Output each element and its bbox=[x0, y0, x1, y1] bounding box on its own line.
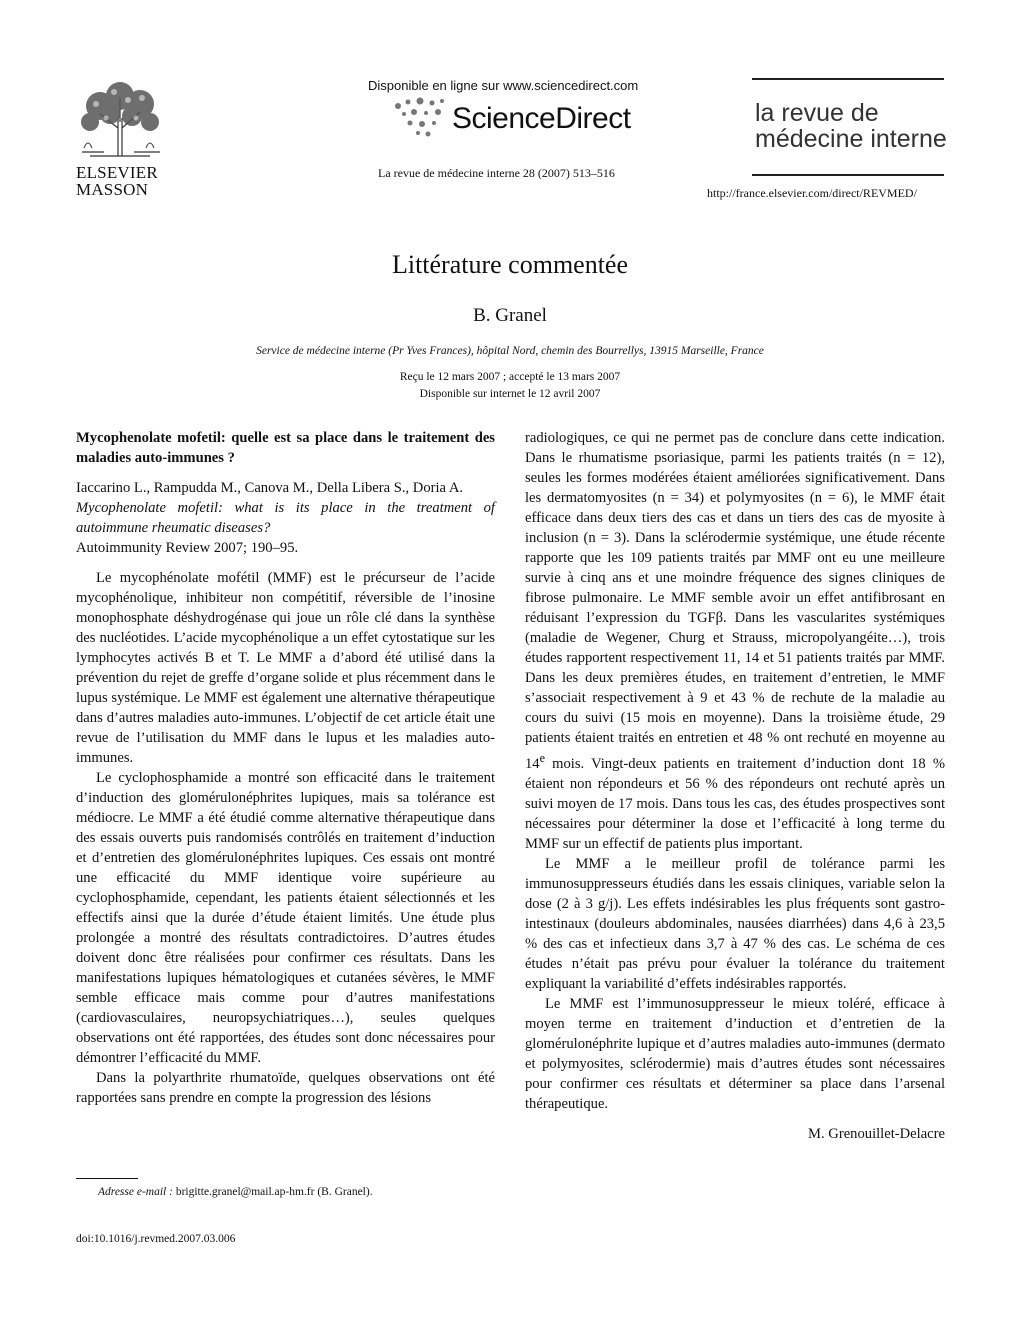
body-paragraph: Le MMF est l’immunosuppresseur le mieux toléré, efficace à moyen terme en traitement d’induction et d’entretien de la glomérulonéphrite lupique et d’autres maladies auto-immunes (dermato et polymyosites, sclérodermie) mais d’autres études sont nécessaires pour confirmer ces résultats et déterminer sa place dans l’arsenal thérapeutique. bbox=[525, 995, 945, 1112]
email-footnote bbox=[98, 1186, 373, 1198]
footnote-label: Adresse e-mail : bbox=[98, 1186, 173, 1198]
body-paragraph: radiologiques, ce qui ne permet pas de conclure dans cette indication. Dans le rhumatisme psoriasique, parmi les patients traités (n = 12), seules les formes modérées étaient améliorées significativement. Dans les dermatomyosites (n = 34) et polymyosites (n = 6), le MMF était efficace dans deux tiers des cas et dans un tiers des cas de myosite à inclusion (n = 3). Dans la sclérodermie systémique, une étude récente rapporte que les 109 patients traités par MMF ont eu une meilleure survie à cinq ans et une moindre fréquence des signes cliniques de fibrose pulmonaire. Le MMF semble avoir un effet antifibrosant en réduisant l’expression du TGFβ. Dans les vascularites systémiques (maladie de Wegener, Churg et Strauss, micropolyangéite…), trois études rapportent respectivement 11, 14 et 51 patients traités par MMF. Dans les deux premières études, en traitement d’entretien, le MMF s’associait respectivement à 9 et 43 % de rechute de la maladie au cours du suivi (15 mois en moyenne). Dans la troisième étude, 29 patients étaient traités en entretien et 48 % ont rechuté en moyenne au 14e mois. Vingt-deux patients en traitement d’induction dont 18 % étaient non répondeurs et 56 % des répondeurs ont rechuté après un suivi moyen de 17 mois. Dans tous les cas, des études prospectives sont nécessaires pour déterminer la dose et l’efficacité à long terme du MMF sur un effectif de patients plus important. bbox=[525, 430, 945, 852]
review-heading: Mycophenolate mofetil: quelle est sa place dans le traitement des maladies auto-immunes ? bbox=[76, 430, 495, 466]
ordinal-superscript: e bbox=[539, 751, 545, 765]
reference-authors: Iaccarino L., Rampudda M., Canova M., Della Libera S., Doria A. bbox=[76, 480, 464, 496]
author-name: B. Granel bbox=[473, 305, 547, 326]
reference-title: Mycophenolate mofetil: what is its place in the treatment of autoimmune rheumatic diseases? bbox=[76, 500, 495, 536]
sciencedirect-dots-icon bbox=[392, 96, 450, 140]
journal-title-line2: médecine interne bbox=[755, 125, 947, 153]
footnote-email[interactable]: brigitte.granel@mail.ap-hm.fr (B. Granel). bbox=[172, 1186, 373, 1198]
sciencedirect-wordmark: ScienceDirect bbox=[452, 102, 631, 135]
journal-url: http://france.elsevier.com/direct/REVMED/ bbox=[707, 186, 917, 200]
body-paragraph: Le MMF a le meilleur profil de tolérance parmi les immunosuppresseurs étudiés dans les essais cliniques, variable selon la dose (2 à 3 g/j). Les effets indésirables les plus fréquents sont gastro-intestinaux (douleurs abdominales, nausées diarrhées) dans 4,6 à 23,5 % des cas et infectieux dans 3,7 à 47 % des cas. Le schéma de ces études n’était pas prévu pour évaluer la tolérance du traitement expliquant la variabilité d’effets indésirables rapportés. bbox=[525, 855, 945, 992]
received-date: Reçu le 12 mars 2007 ; accepté le 13 mars 2007 bbox=[399, 371, 621, 383]
body-paragraph: Le mycophénolate mofétil (MMF) est le précurseur de l’acide mycophénolique, inhibiteur non compétitif, réversible de l’inosine monophosphate déshydrogénase qui joue un rôle clé dans la synthèse des nucléotides. L’acide mycophénolique a un effet cytostatique sur les lymphocytes activés B et T. Le MMF a d’abord été utilisé dans la prévention du rejet de greffe d’organe solide et plus récemment dans le lupus systémique. Le MMF est également une alternative thérapeutique dans d’autres maladies auto-immunes. L’objectif de cet article était une revue de l’utilisation du MMF dans le lupus et les maladies auto-immunes. bbox=[76, 570, 495, 766]
body-paragraph: Dans la polyarthrite rhumatoïde, quelques observations ont été rapportées sans prendre en compte la progression des lésions bbox=[76, 1070, 495, 1106]
body-paragraph: Le cyclophosphamide a montré son efficacité dans le traitement d’induction des glomérulonéphrites lupiques, mais sa tolérance est médiocre. Le MMF a été étudié comme alternative thérapeutique dans des essais ouverts puis randomisés contrôlés en traitement d’induction et d’entretien des glomérulonéphrites lupiques. Ces essais ont montré une efficacité du MMF identique voire supérieure au cyclophosphamide, cependant, les patients étaient sélectionnés et les effectifs ainsi que la durée d’étude étaient limités. Une étude plus prolongée a montré des résultats contradictoires. D’autres études doivent donc être réalisées pour confirmer ces résultats. Dans les manifestations lupiques hématologiques et cutanées sévères, le MMF semble efficace mais comme pour d’autres manifestations (cardiovasculaires, neuropsychiatriques…), seules quelques observations ont été rapportées, des études sont donc nécessaires pour démontrer l’efficacité du MMF. bbox=[76, 770, 495, 1066]
reference-source: Autoimmunity Review 2007; 190–95. bbox=[76, 540, 299, 556]
journal-citation: La revue de médecine interne 28 (2007) 513–516 bbox=[378, 166, 615, 180]
author-affiliation: Service de médecine interne (Pr Yves Frances), hôpital Nord, chemin des Bourrellys, 13915 Marseille, France bbox=[256, 345, 764, 357]
right-column bbox=[525, 428, 945, 1144]
page-title: Littérature commentée bbox=[391, 250, 629, 279]
publisher-logo bbox=[70, 78, 170, 202]
journal-rule-bottom bbox=[752, 174, 944, 176]
online-availability: Disponible en ligne sur www.sciencedirect.com bbox=[368, 78, 639, 93]
publisher-name-line2: MASSON bbox=[76, 180, 149, 199]
footnote-rule bbox=[76, 1178, 138, 1179]
journal-title-line1: la revue de bbox=[755, 99, 879, 127]
publisher-name-line1: ELSEVIER bbox=[76, 163, 158, 182]
journal-rule-top bbox=[752, 78, 944, 80]
doi[interactable]: doi:10.1016/j.revmed.2007.03.006 bbox=[76, 1233, 236, 1245]
sciencedirect-logo bbox=[392, 96, 632, 140]
left-column bbox=[76, 428, 495, 1108]
online-date: Disponible sur internet le 12 avril 2007 bbox=[419, 388, 601, 400]
review-signature: M. Grenouillet-Delacre bbox=[808, 1125, 945, 1142]
tree-icon bbox=[70, 78, 170, 164]
